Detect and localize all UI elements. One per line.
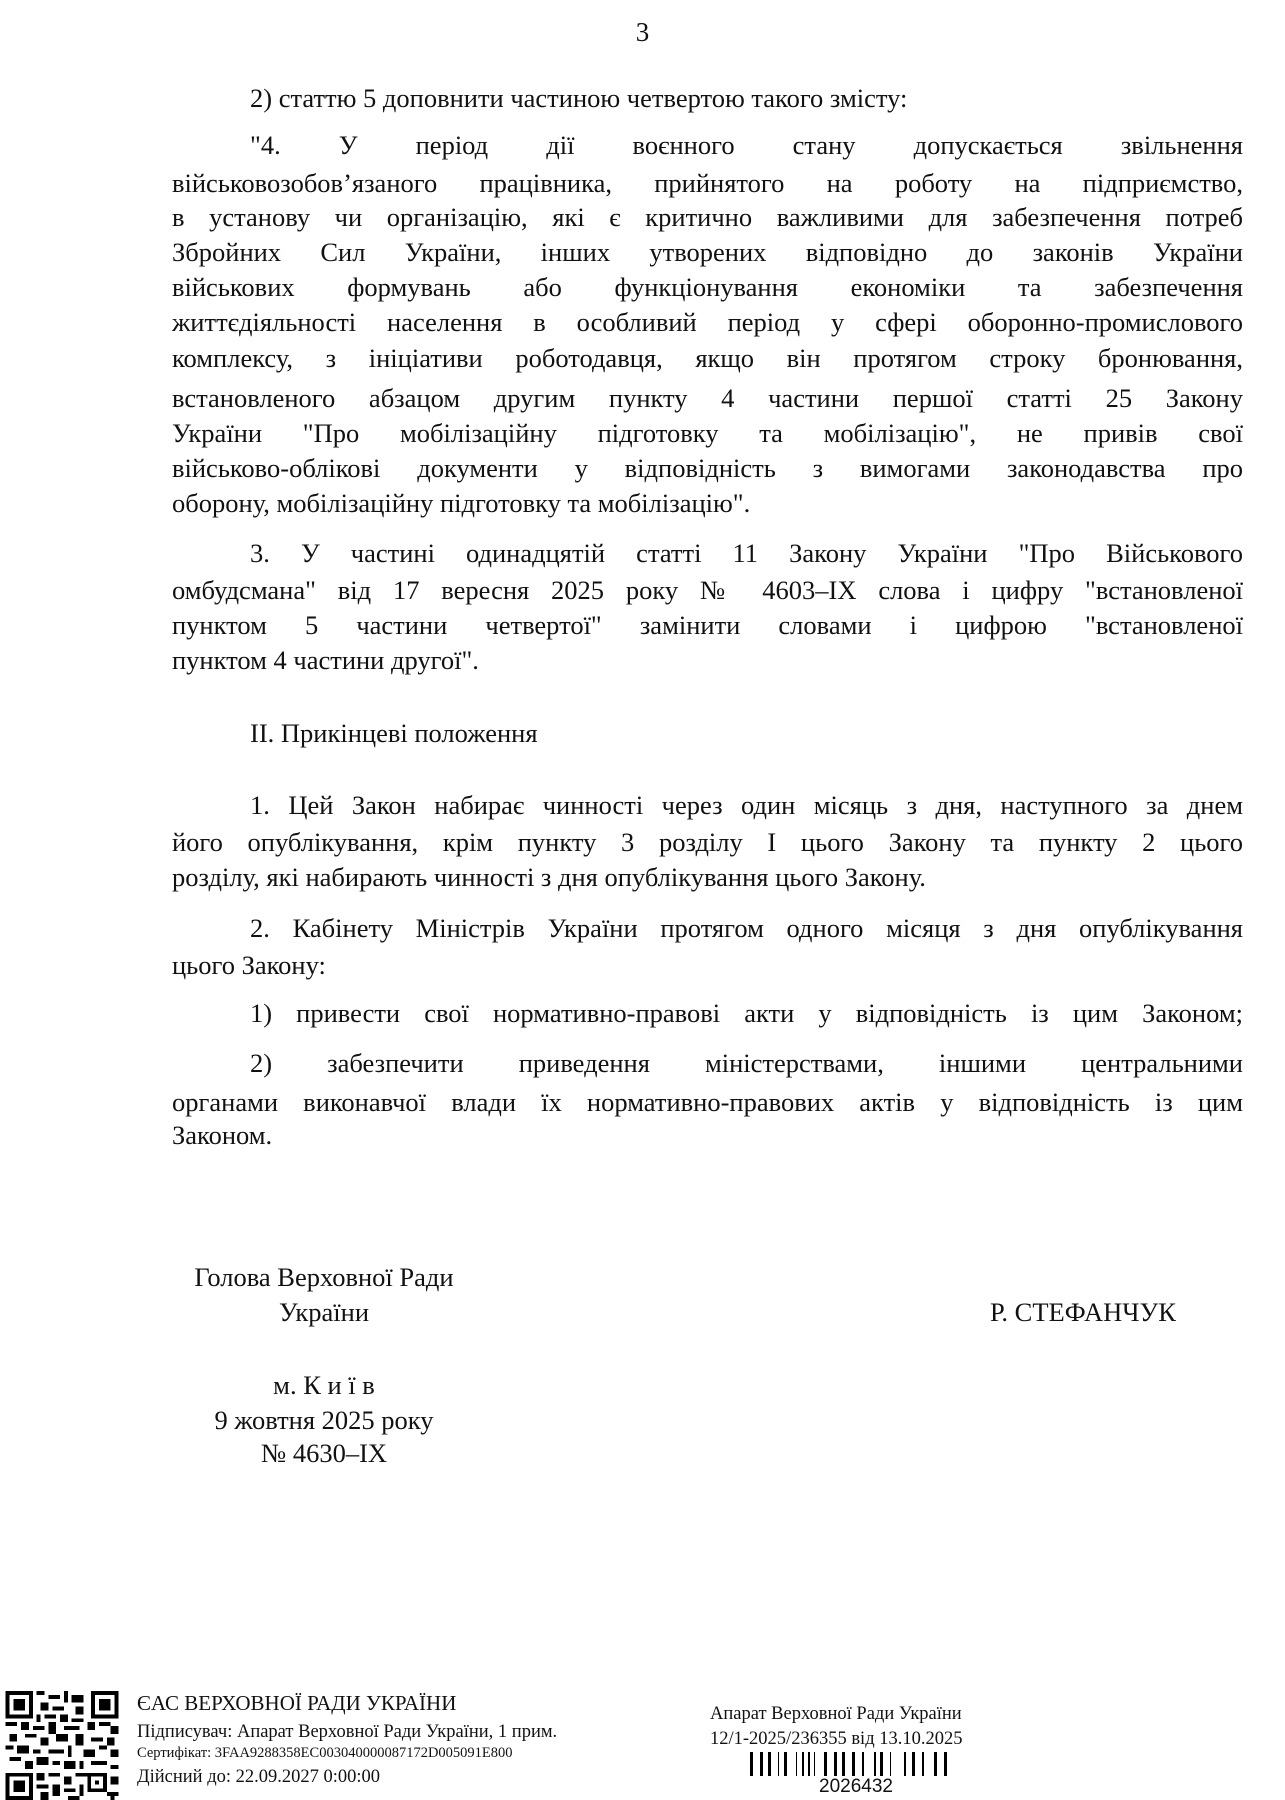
- paragraph-line: Законом.: [172, 1120, 273, 1150]
- paragraph-line: розділу, які набирають чинності з дня опублікування цього Закону.: [172, 862, 926, 892]
- barcode-icon: [750, 1752, 962, 1776]
- barcode-bar: [862, 1752, 864, 1776]
- barcode-bar: [750, 1752, 753, 1776]
- certificate-id: Сертифікат: 3FAA9288358EC003040000087172D005091E800: [137, 1745, 513, 1761]
- paragraph-line: оборону, мобілізаційну підготовку та мобілізацію".: [172, 488, 751, 518]
- paragraph-line: 1) привести свої нормативно-правові акти у відповідність із цим Законом;: [250, 998, 1243, 1028]
- paragraph-line: встановленого абзацом другим пункту 4 частини першої статті 25 Закону: [172, 383, 1243, 413]
- barcode-bar: [814, 1752, 815, 1776]
- barcode-bar: [784, 1752, 787, 1776]
- paragraph-line: 2) забезпечити приведення міністерствами, іншими центральними: [250, 1048, 1243, 1078]
- barcode-bar: [808, 1752, 810, 1776]
- barcode-bar: [778, 1752, 779, 1776]
- paragraph-line: України "Про мобілізаційну підготовку та мобілізацію", не привів свої: [172, 418, 1243, 448]
- barcode-bar: [880, 1752, 883, 1776]
- barcode-bar: [852, 1752, 855, 1776]
- barcode-bar: [904, 1752, 906, 1776]
- barcode-bar: [768, 1752, 771, 1776]
- qr-code-icon: [5, 1691, 119, 1800]
- barcode-bar: [922, 1752, 924, 1776]
- signatory-title: Голова Верховної Ради: [194, 1262, 454, 1292]
- paragraph-line: "4. У період дії воєнного стану допускається звільнення: [250, 130, 1243, 160]
- signing-date: 9 жовтня 2025 року: [214, 1405, 434, 1435]
- barcode-number: 2026432: [819, 1776, 893, 1797]
- paragraph-line: його опублікування, крім пункту 3 розділу I цього Закону та пункту 2 цього: [172, 827, 1243, 857]
- stamp-registration: 12/1-2025/236355 від 13.10.2025: [710, 1729, 963, 1749]
- barcode-bar: [834, 1752, 837, 1776]
- barcode-bar: [760, 1752, 763, 1776]
- paragraph-line: комплексу, з ініціативи роботодавця, якщо він протягом строку бронювання,: [172, 343, 1243, 373]
- barcode-bar: [802, 1752, 804, 1776]
- paragraph-line: органами виконавчої влади їх нормативно-правових актів у відповідність із цим: [172, 1087, 1243, 1117]
- barcode-bar: [824, 1752, 827, 1776]
- paragraph-line: військово-облікові документи у відповідність з вимогами законодавства про: [172, 453, 1243, 483]
- signature-system-name: ЄАС ВЕРХОВНОЇ РАДИ УКРАЇНИ: [137, 1691, 457, 1715]
- barcode-bar: [796, 1752, 797, 1776]
- certificate-valid-until: Дійсний до: 22.09.2027 0:00:00: [137, 1767, 381, 1787]
- paragraph-line: пунктом 5 частини четвертої" замінити словами і цифрою "встановленої: [172, 610, 1243, 640]
- paragraph-line: омбудсмана" від 17 вересня 2025 року № 4603–IX слова і цифру "встановленої: [172, 575, 1243, 605]
- signatory-title-country: України: [278, 1297, 370, 1327]
- barcode-bar: [912, 1752, 915, 1776]
- paragraph-line: пунктом 4 частини другої".: [172, 645, 479, 675]
- section-heading: II. Прикінцеві положення: [250, 718, 538, 748]
- signatory-name: Р. СТЕФАНЧУК: [990, 1297, 1176, 1327]
- paragraph-line: в установу чи організацію, які є критично важливими для забезпечення потреб: [172, 202, 1243, 232]
- paragraph-line: 2. Кабінету Міністрів України протягом одного місяця з дня опублікування: [250, 913, 1243, 943]
- barcode-bar: [944, 1752, 947, 1776]
- paragraph-line: 1. Цей Закон набирає чинності через один місяць з дня, наступного за днем: [250, 790, 1243, 820]
- stamp-organization: Апарат Верховної Ради України: [710, 1704, 962, 1724]
- paragraph-line: життєдіяльності населення в особливий період у сфері оборонно-промислового: [172, 307, 1243, 337]
- paragraph-line: 2) статтю 5 доповнити частиною четвертою такого змісту:: [250, 83, 908, 113]
- law-number: № 4630–IX: [260, 1438, 388, 1468]
- paragraph-line: Збройних Сил України, інших утворених відповідно до законів України: [172, 237, 1243, 267]
- barcode-bar: [842, 1752, 845, 1776]
- paragraph-line: військових формувань або функціонування економіки та забезпечення: [172, 272, 1243, 302]
- signing-city: м. К и ї в: [273, 1370, 375, 1400]
- barcode-bar: [890, 1752, 891, 1776]
- paragraph-line: цього Закону:: [172, 950, 326, 980]
- barcode-bar: [934, 1752, 937, 1776]
- paragraph-line: військовозобов’язаного працівника, прийнятого на роботу на підприємство,: [172, 168, 1243, 198]
- paragraph-line: 3. У частині одинадцятій статті 11 Закону України "Про Військового: [250, 538, 1243, 568]
- barcode-bar: [874, 1752, 876, 1776]
- signer-info: Підписувач: Апарат Верховної Ради України, 1 прим.: [137, 1722, 558, 1742]
- page-number: 3: [635, 17, 650, 47]
